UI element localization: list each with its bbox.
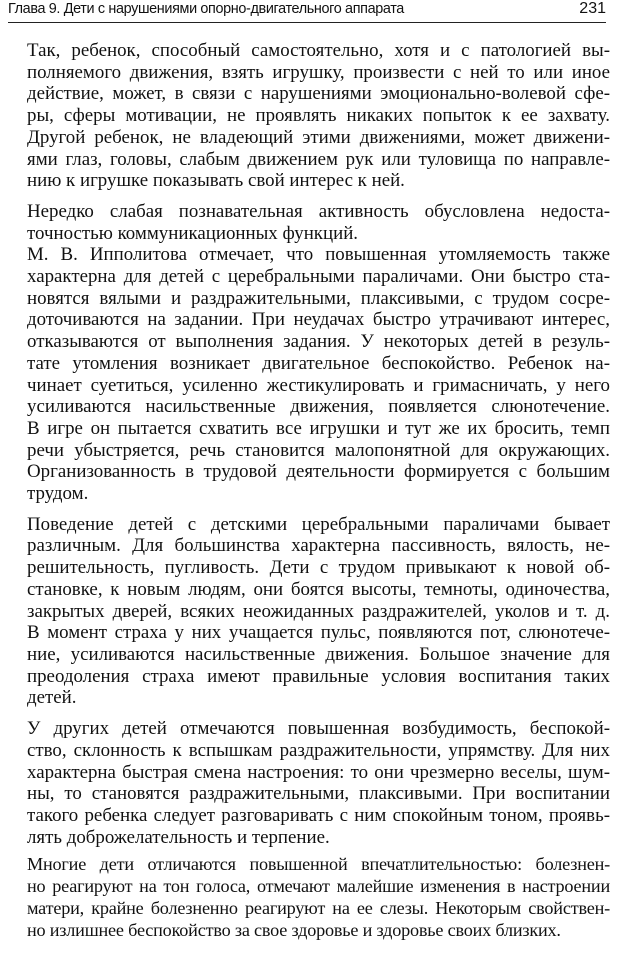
text-line: доточиваются на задании. При неудачах быстро утрачивают интерес, bbox=[27, 309, 610, 331]
text-line: Нередко слабая познавательная активность обусловлена недоста- bbox=[27, 200, 610, 222]
text-line: становке, к новым людям, они боятся высоты, темноты, одиночества, bbox=[27, 578, 610, 600]
paragraph bbox=[6, 40, 610, 192]
body-text bbox=[6, 40, 610, 942]
paragraph bbox=[6, 244, 610, 504]
text-line: преодоления страха имеют правильные условия воспитания таких bbox=[27, 665, 610, 687]
text-line: новятся вялыми и раздражительными, плаксивыми, с трудом сосре- bbox=[27, 287, 610, 309]
text-line: лять доброжелательность и терпение. bbox=[27, 826, 330, 848]
text-line: Поведение детей с детскими церебральными параличами бывает bbox=[27, 513, 610, 535]
text-line: усиливаются насильственные движения, появляется слюнотечение. bbox=[27, 396, 610, 418]
text-line: Многие дети отличаются повышенной впечатлительностью: болезнен- bbox=[27, 854, 610, 875]
text-line: но излишнее беспокойство за свое здоровье и здоровье своих близких. bbox=[27, 919, 561, 940]
text-line: В игре он пытается схватить все игрушки и тут же их бросить, темп bbox=[27, 417, 610, 439]
text-line: матери, крайне болезненно реагируют на ее слезы. Некоторым свойствен- bbox=[27, 897, 610, 918]
text-line: трудом. bbox=[27, 483, 89, 505]
text-line: М. В. Ипполитова отмечает, что повышенная утомляемость также bbox=[27, 244, 610, 266]
text-line: Организованность в трудовой деятельности формируется с большим bbox=[27, 461, 610, 483]
text-line: ство, склонность к вспышкам раздражительности, упрямству. Для них bbox=[27, 739, 610, 761]
text-line: ями глаз, головы, слабым движением рук или туловища по направле- bbox=[27, 148, 610, 170]
paragraph bbox=[6, 201, 610, 244]
paragraph bbox=[6, 718, 610, 848]
text-line: точностью коммуникационных функций. bbox=[27, 222, 359, 244]
paragraph bbox=[6, 854, 610, 941]
text-line: характерна для детей с церебральными параличами. Они быстро ста- bbox=[27, 266, 610, 288]
text-line: речи убыстряется, речь становится малопонятной для окружающих. bbox=[27, 439, 610, 461]
text-line: чинает суетиться, усиленно жестикулировать и гримасничать, у него bbox=[27, 374, 610, 396]
text-line: У других детей отмечаются повышенная возбудимость, беспокой- bbox=[27, 718, 610, 740]
text-line: тате утомления возникает двигательное беспокойство. Ребенок на- bbox=[27, 352, 610, 374]
text-line: В момент страха у них учащается пульс, появляются пот, слюнотече- bbox=[27, 622, 610, 644]
text-line: ние, усиливаются насильственные движения. Большое значение для bbox=[27, 643, 610, 665]
text-line: полняемого движения, взять игрушку, произвести с ней то или иное bbox=[27, 61, 610, 83]
text-line: ны, то становятся раздражительными, плаксивыми. При воспитании bbox=[27, 783, 610, 805]
text-line: Так, ребенок, способный самостоятельно, хотя и с патологией вы- bbox=[27, 40, 610, 61]
text-line: решительность, пугливость. Дети с трудом привыкают к новой об- bbox=[27, 557, 610, 579]
text-line: отказываются от выполнения задания. У некоторых детей в резуль- bbox=[27, 331, 610, 353]
text-line: нию к игрушке показывать свой интерес к ней. bbox=[27, 170, 405, 192]
page-number: 231 bbox=[579, 0, 606, 17]
text-line: характерна быстрая смена настроения: то они чрезмерно веселы, шум- bbox=[27, 761, 610, 783]
paragraph bbox=[6, 514, 610, 709]
text-line: действие, может, в связи с нарушениями эмоционально-волевой сфе- bbox=[27, 83, 610, 105]
text-line: различным. Для большинства характерна пассивность, вялость, не- bbox=[27, 535, 610, 557]
text-line: ры, сферы мотивации, не проявлять никаких попыток к ее захвату. bbox=[27, 105, 610, 127]
text-line: детей. bbox=[27, 687, 77, 709]
chapter-title: Глава 9. Дети с нарушениями опорно-двигательного аппарата bbox=[8, 1, 404, 17]
running-header bbox=[8, 0, 606, 23]
text-line: но реагируют на тон голоса, отмечают малейшие изменения в настроении bbox=[27, 876, 610, 897]
text-line: Другой ребенок, не владеющий этими движениями, может движени- bbox=[27, 126, 610, 148]
text-line: закрытых дверей, всяких неожиданных раздражителей, уколов и т. д. bbox=[27, 600, 610, 622]
text-line: такого ребенка следует разговаривать с ним спокойным тоном, проявь- bbox=[27, 804, 610, 826]
